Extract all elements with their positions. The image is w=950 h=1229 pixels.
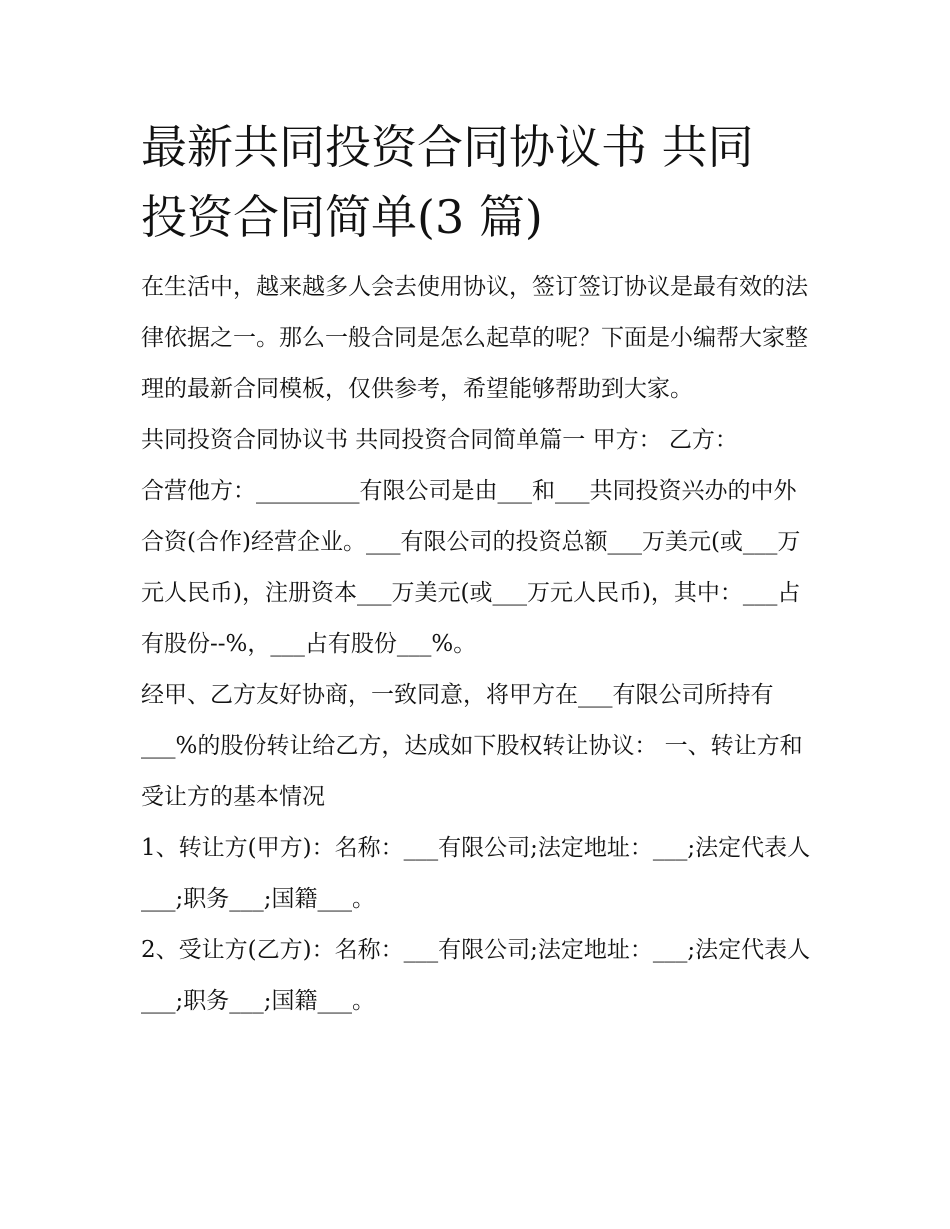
joint-venture-paragraph: 合营他方：_________有限公司是由___和___共同投资兴办的中外合资(合作)经营企业。___有限公司的投资总额___万美元(或___万元人民币)，注册资本___万美元(或___万元人民币)，其中：___占有股份--%，___占有股份___%。 xyxy=(141,478,801,657)
document-title xyxy=(141,112,811,252)
title-line-2: 投资合同简单(3 篇) xyxy=(141,190,543,244)
agreement-paragraph: 经甲、乙方友好协商，一致同意，将甲方在___有限公司所持有___%的股份转让给乙方，达成如下股权转让协议： 一、转让方和受让方的基本情况 xyxy=(141,682,803,810)
section-heading-paragraph: 共同投资合同协议书 共同投资合同简单篇一 甲方： 乙方： xyxy=(141,427,738,453)
title-line-1: 最新共同投资合同协议书 共同 xyxy=(141,120,754,174)
transferee-paragraph: 2、受让方(乙方)：名称：___有限公司;法定地址：___;法定代表人___;职务___;国籍___。 xyxy=(141,937,811,1014)
document-body xyxy=(141,262,811,1027)
transferor-paragraph: 1、转让方(甲方)：名称：___有限公司;法定地址：___;法定代表人___;职务___;国籍___。 xyxy=(141,835,811,912)
intro-paragraph: 在生活中，越来越多人会去使用协议，签订签订协议是最有效的法律依据之一。那么一般合同是怎么起草的呢？下面是小编帮大家整理的最新合同模板，仅供参考，希望能够帮助到大家。 xyxy=(141,274,808,402)
document-page xyxy=(141,112,811,1027)
